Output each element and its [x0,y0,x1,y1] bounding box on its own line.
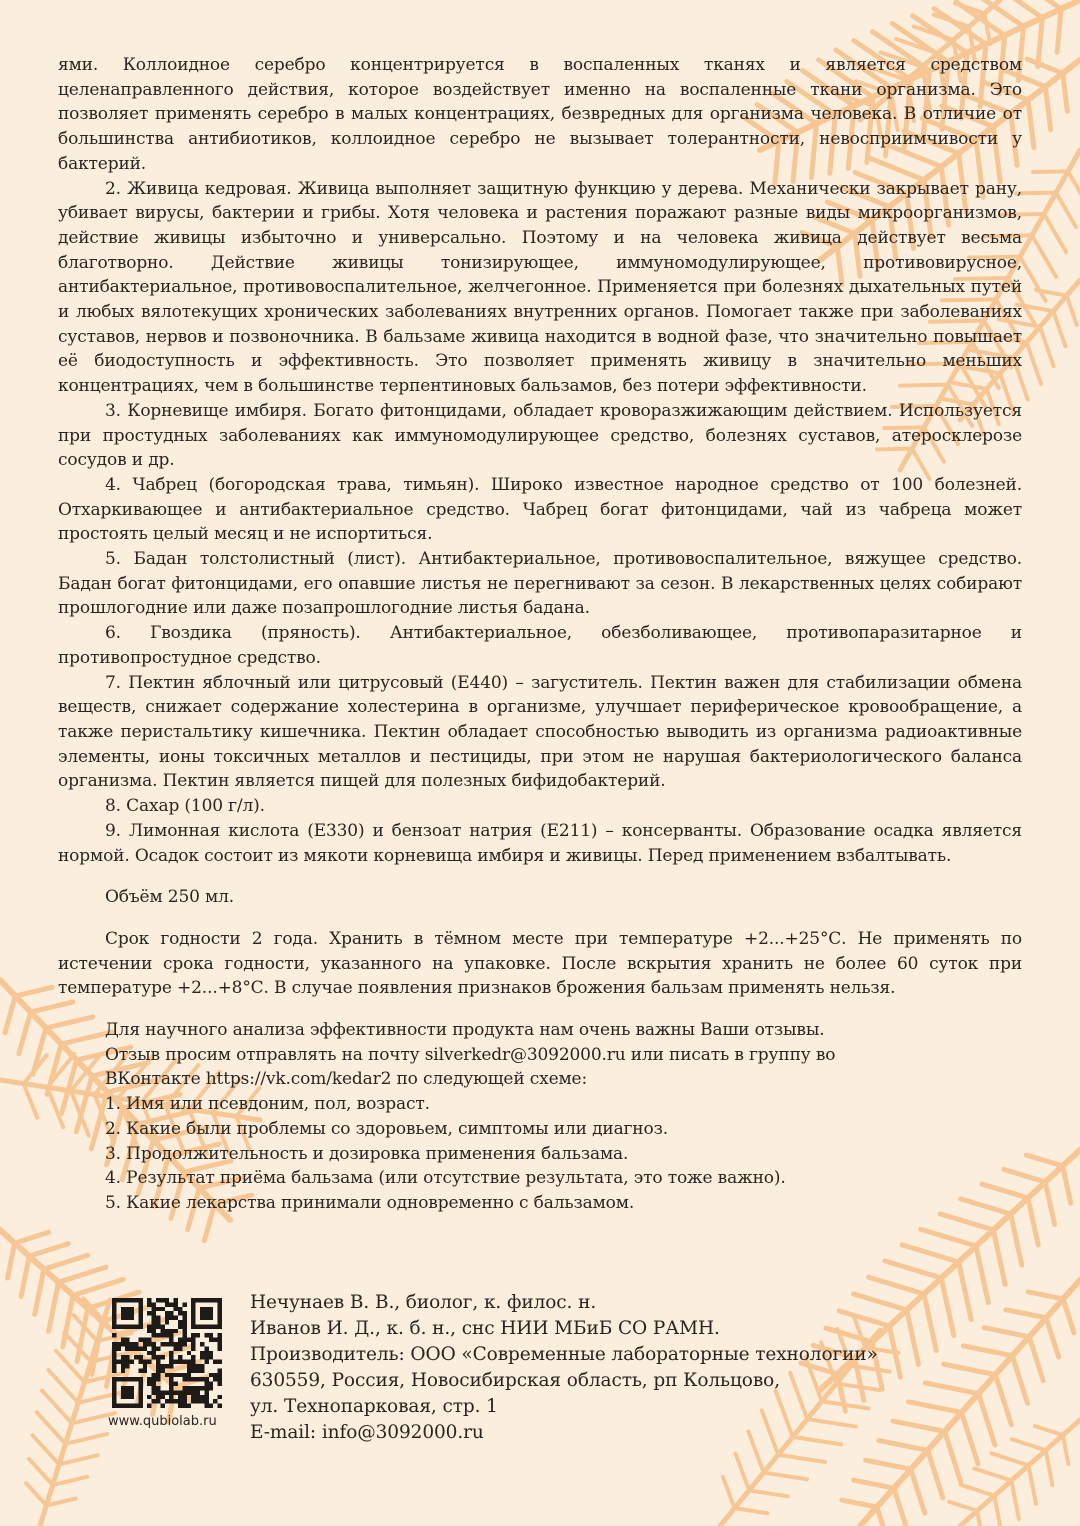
ingredient-list [58,177,1022,869]
ingredient-8: 8. Сахар (100 г/л). [105,796,265,817]
credit-street: ул. Технопарковая, стр. 1 [250,1396,498,1417]
feedback-item-1: 1. Имя или псевдоним, пол, возраст. [105,1094,430,1115]
feedback-line-3: ВКонтакте https://vk.com/kedar2 по следующей схеме: [105,1069,588,1090]
ingredient-5: 5. Бадан толстолистный (лист). Антибактериальное, противовоспалительное, вяжущее средство. Бадан богат фитонцидами, его опавшие листья не перегнивают за сезон. В лекарственных целях собирают прошлогодние или даже позапрошлогодние листья бадана. [58,549,1022,619]
feedback-line-2: Отзыв просим отправлять на почту silverkedr@3092000.ru или писать в группу во [105,1044,836,1065]
document-body [58,53,1022,1216]
qr-caption: www.qubiolab.ru [108,1414,217,1429]
feedback-block [58,1018,1022,1216]
footer [106,1290,1036,1450]
credit-email: E-mail: info@3092000.ru [250,1422,484,1443]
credit-author-2: Иванов И. Д., к. б. н., снс НИИ МБиБ СО РАМН. [250,1318,720,1339]
ingredient-3: 3. Корневище имбиря. Богато фитонцидами, обладает кроворазжижающим действием. Используется при простудных заболеваниях как иммуномодулирующее средство, болезнях суставов, атеросклерозе сосудов и др. [58,400,1022,471]
ingredient-4: 4. Чабрец (богородская трава, тимьян). Широко известное народное средство от 100 болезней. Отхаркивающее и антибактериальное средство. Чабрец богат фитонцидами, чай из чабреца может простоять целый месяц и не испортиться. [58,474,1022,545]
storage-info: Срок годности 2 года. Хранить в тёмном месте при температуре +2...+25°С. Не применять по истечении срока годности, указанного на упаковке. После вскрытия хранить не более 60 суток при температуре +2...+8°С. В случае появления признаков брожения бальзам применять нельзя. [58,928,1022,999]
feedback-item-3: 3. Продолжительность и дозировка применения бальзама. [105,1143,629,1164]
credit-address: 630559, Россия, Новосибирская область, рп Кольцово, [250,1370,780,1391]
ingredient-6: 6. Гвоздика (пряность). Антибактериальное, обезболивающее, противопаразитарное и противопростудное средство. [58,623,1022,668]
credit-author-1: Нечунаев В. В., биолог, к. филос. н. [250,1292,597,1313]
ingredient-7: 7. Пектин яблочный или цитрусовый (Е440) – загуститель. Пектин важен для стабилизации обмена веществ, снижает содержание холестерина в организме, улучшает периферическое кровообращение, а также перистальтику кишечника. Пектин обладает способностью выводить из организма радиоактивные элементы, ионы токсичных металлов и пестициды, при этом не нарушая бактериологического баланса организма. Пектин является пищей для полезных бифидобактерий. [58,672,1022,792]
volume: Объём 250 мл. [105,887,235,908]
credits [250,1290,878,1446]
feedback-item-2: 2. Какие были проблемы со здоровьем, симптомы или диагноз. [105,1118,668,1139]
qr-code-icon [106,1298,228,1408]
ingredient-2: 2. Живица кедровая. Живица выполняет защитную функцию у дерева. Механически закрывает рану, убивает вирусы, бактерии и грибы. Хотя человека и растения поражают разные виды микроорганизмов, действие живицы избыточно и универсально. Поэтому и на человека живица действует весьма благотворно. Действие живицы тонизирующее, иммуномодулирующее, противовирусное, антибактериальное, противовоспалительное, желчегонное. Применяется при болезнях дыхательных путей и любых вялотекущих хронических заболеваниях внутренних органов. Помогает также при заболеваниях суставов, нервов и позвоночника. В бальзаме живица находится в водной фазе, что значительно повышает её биодоступность и эффективность. Это позволяет применять живицу в значительно меньших концентрациях, чем в большинстве терпентиновых бальзамов, без потери эффективности. [58,178,1022,397]
feedback-line-1: Для научного анализа эффективности продукта нам очень важны Ваши отзывы. [105,1020,825,1041]
feedback-item-5: 5. Какие лекарства принимали одновременно с бальзамом. [105,1192,635,1213]
intro-paragraph: ями. Коллоидное серебро концентрируется в воспаленных тканях и является средством целенаправленного действия, которое воздействует именно на воспаленные ткани организма. Это позволяет применять серебро в малых концентрациях, безвредных для организма человека. В отличие от большинства антибиотиков, коллоидное серебро не вызывает толерантности, невосприимчивости у бактерий. [58,55,1022,174]
ingredient-9: 9. Лимонная кислота (Е330) и бензоат натрия (Е211) – консерванты. Образование осадка является нормой. Осадок состоит из мякоти корневища имбиря и живицы. Перед применением взбалтывать. [58,820,1022,866]
feedback-item-4: 4. Результат приёма бальзама (или отсутствие результата, это тоже важно). [105,1168,786,1189]
credit-manufacturer: Производитель: ООО «Современные лабораторные технологии» [250,1344,878,1365]
